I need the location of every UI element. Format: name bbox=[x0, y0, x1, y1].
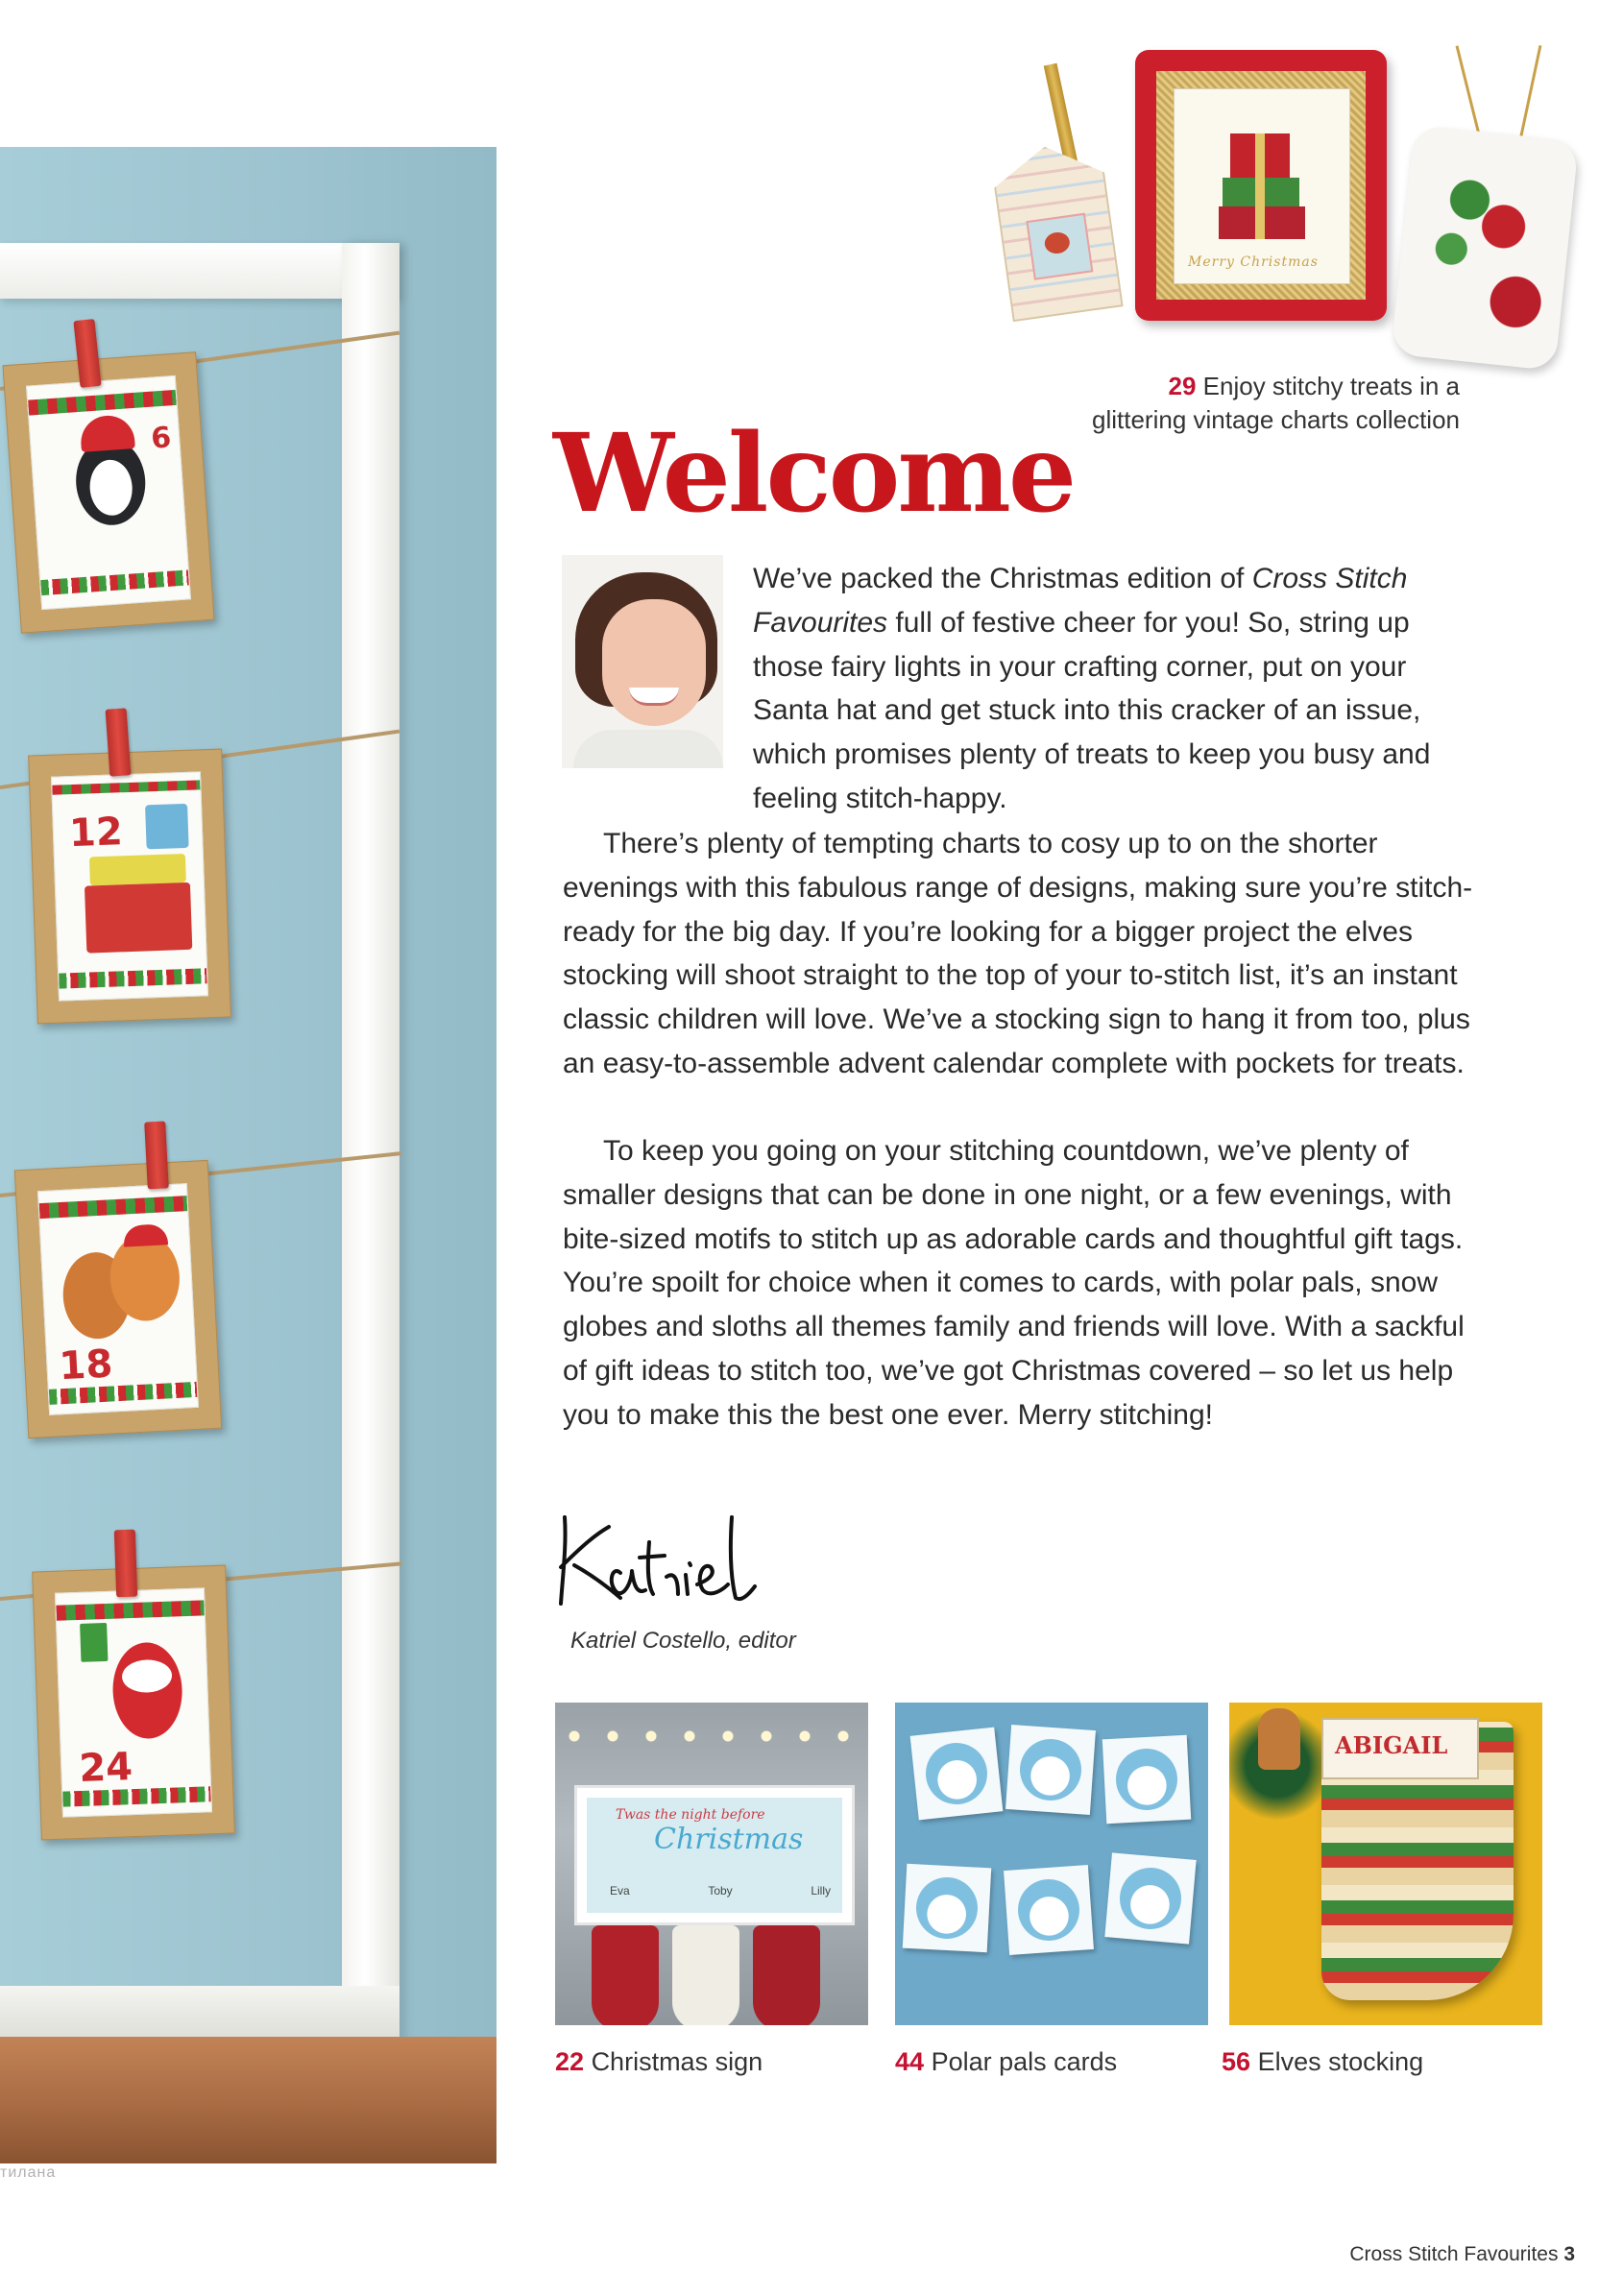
knitted-stocking bbox=[753, 1925, 820, 2025]
advent-card bbox=[28, 749, 231, 1025]
page-footer bbox=[1349, 2243, 1575, 2266]
card-number: 18 bbox=[58, 1341, 114, 1390]
frame-top bbox=[0, 243, 400, 299]
card-number: 12 bbox=[68, 810, 124, 857]
polar-card bbox=[1004, 1865, 1094, 1955]
clothes-peg bbox=[144, 1121, 169, 1189]
body-paragraph: To keep you going on your stitching countdown, we’ve plenty of smaller designs that can be done in one night, or a few evenings, with bite-sized motifs to stitch up as adorable cards and thoughtful gift tags. You’re spoilt for choice when it comes to cards, with polar pals, snow globes and sloths all themes family and friends will love. With a sackful of gift ideas to stitch too, we’ve got Christmas covered – so let us help you to make this the best one ever. Merry stitching! bbox=[563, 1135, 1465, 1431]
polar-card bbox=[910, 1728, 1004, 1821]
christmas-card bbox=[1135, 50, 1387, 321]
page-number: 29 bbox=[1168, 372, 1197, 400]
stitched-sign: Twas the night before Christmas Eva Toby Lilly bbox=[574, 1785, 855, 1925]
advent-card bbox=[14, 1160, 222, 1438]
wooden-floor bbox=[0, 2037, 497, 2163]
magazine-name: Cross Stitch Favourites bbox=[753, 563, 1408, 639]
polar-card bbox=[1005, 1725, 1096, 1815]
photo-credit: тилана bbox=[0, 2164, 57, 2181]
fairy-lights bbox=[555, 1722, 868, 1770]
christmas-sign-photo bbox=[555, 1703, 868, 2025]
card-greeting: Merry Christmas bbox=[1188, 254, 1319, 270]
elves-stocking-photo bbox=[1229, 1703, 1542, 2025]
card-number: 6 bbox=[150, 421, 173, 456]
bauble-ornament bbox=[1391, 125, 1579, 372]
gift-tag bbox=[989, 139, 1123, 322]
card-number: 24 bbox=[78, 1745, 133, 1792]
polar-card bbox=[903, 1864, 991, 1952]
knitted-stocking bbox=[672, 1925, 739, 2025]
feature-caption: 22 Christmas sign bbox=[555, 2047, 763, 2076]
polar-card bbox=[1102, 1735, 1191, 1824]
advent-card bbox=[2, 351, 214, 633]
clothes-peg bbox=[114, 1530, 137, 1598]
gingerbread-man bbox=[1258, 1708, 1300, 1770]
polar-pals-cards-photo bbox=[895, 1703, 1208, 2025]
knitted-stocking bbox=[592, 1925, 659, 2025]
footer-magazine: Cross Stitch Favourites bbox=[1349, 2243, 1559, 2265]
page-title: Welcome bbox=[553, 411, 1075, 537]
signature-caption: Katriel Costello, editor bbox=[570, 1628, 796, 1654]
intro-paragraph: We’ve packed the Christmas edition of Cross Stitch Favourites full of festive cheer for you! So, string up those fairy lights in your crafting corner, put on your Santa hat and get stuck into this cracker of an issue, which promises plenty of treats to keep you busy and feeling stitch-happy. bbox=[753, 563, 1431, 814]
feature-caption: 56 Elves stocking bbox=[1222, 2047, 1424, 2076]
editor-signature bbox=[553, 1498, 774, 1623]
polar-card bbox=[1104, 1852, 1196, 1944]
top-feature-caption: 29 Enjoy stitchy treats in a glittering vintage charts collection bbox=[1092, 372, 1460, 434]
body-paragraph: There’s plenty of tempting charts to cosy up to on the shorter evenings with this fabulous range of designs, making sure you’re stitch-ready for the big day. If you’re looking for a bigger project the elves stocking will shoot straight to the top of your to-stitch list, it’s an instant classic children will love. We’ve a stocking sign to hang it from too, plus an easy-to-assemble advent calendar complete with pockets for treats. bbox=[563, 828, 1473, 1079]
footer-page-number: 3 bbox=[1563, 2243, 1575, 2265]
stocking-name: ABIGAIL bbox=[1335, 1731, 1448, 1759]
editor-portrait bbox=[562, 555, 723, 768]
advent-cards-photo bbox=[0, 147, 497, 2163]
vintage-charts-photo bbox=[989, 38, 1577, 382]
advent-card bbox=[32, 1565, 235, 1841]
feature-caption: 44 Polar pals cards bbox=[895, 2047, 1118, 2076]
frame-side bbox=[342, 243, 400, 2046]
